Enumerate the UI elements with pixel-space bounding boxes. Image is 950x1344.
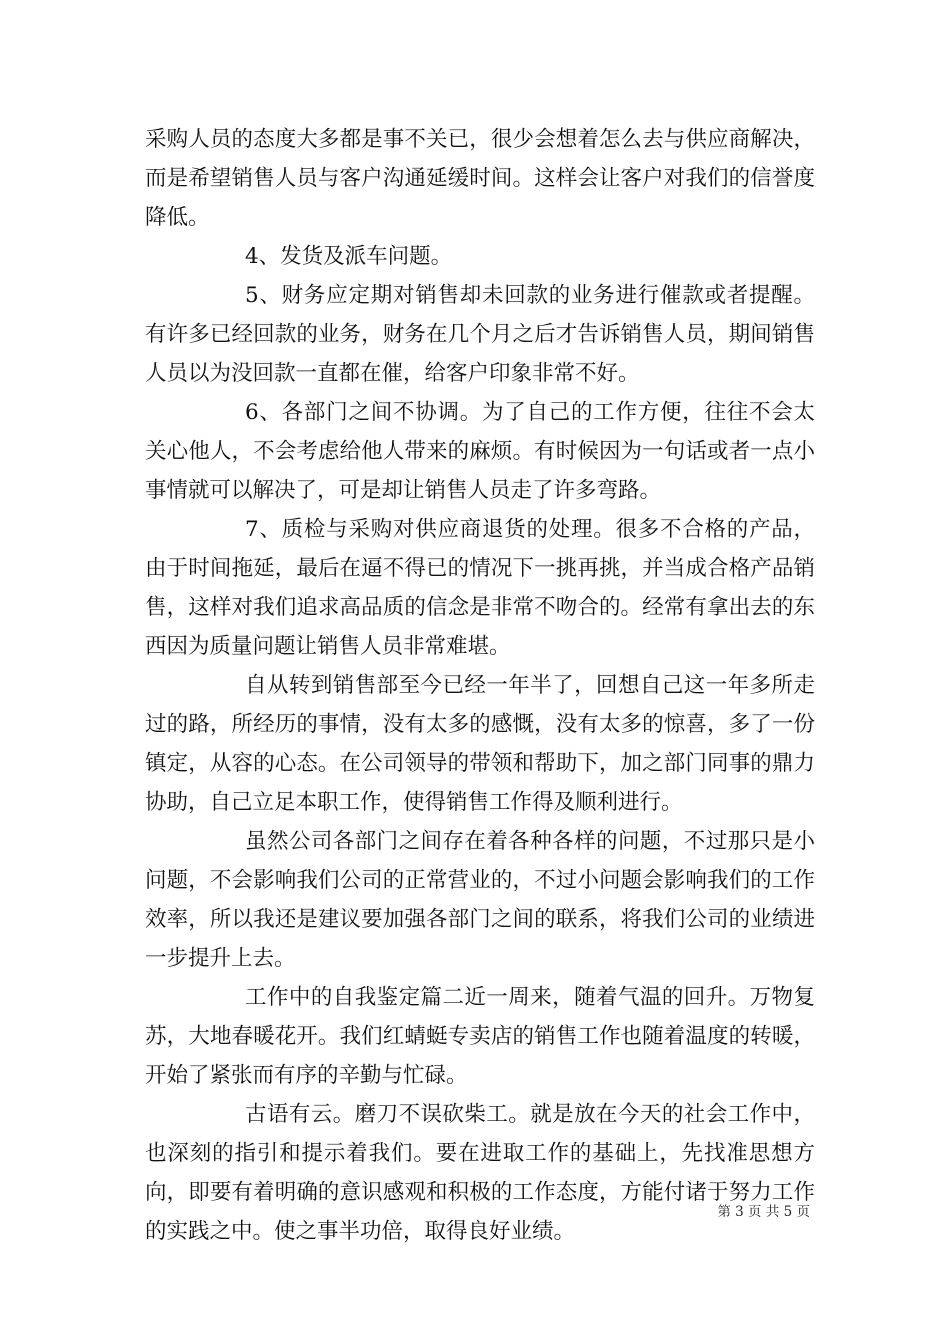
paragraph-section-two: 工作中的自我鉴定篇二近一周来，随着气温的回升。万物复苏，大地春暖花开。我们红蜻蜓专卖店的销售工作也随着温度的转暖，开始了紧张而有序的辛勤与忙碌。 [145,985,815,1088]
paragraph-suggestion: 虽然公司各部门之间存在着各种各样的问题，不过那只是小问题，不会影响我们公司的正常营业的，不过小问题会影响我们的工作效率，所以我还是建议要加强各部门之间的联系，将我们公司的业绩进一步提升上去。 [145,829,815,971]
paragraph-item-6: 6、各部门之间不协调。为了自己的工作方便，往往不会太关心他人，不会考虑给他人带来的麻烦。有时候因为一句话或者一点小事情就可以解决了，可是却让销售人员走了许多弯路。 [145,400,815,503]
document-body [145,120,815,1251]
paragraph-proverb: 古语有云。磨刀不误砍柴工。就是放在今天的社会工作中，也深刻的指引和提示着我们。要在进取工作的基础上，先找准思想方向，即要有着明确的意识感观和积极的工作态度，方能付诸于努力工作的实践之中。使之事半功倍，取得良好业绩。 [145,1102,815,1244]
paragraph-sales-review: 自从转到销售部至今已经一年半了，回想自己这一年多所走过的路，所经历的事情，没有太多的感慨，没有太多的惊喜，多了一份镇定，从容的心态。在公司领导的带领和帮助下，加之部门同事的鼎力协助，自己立足本职工作，使得销售工作得及顺利进行。 [145,673,815,815]
paragraph-item-7: 7、质检与采购对供应商退货的处理。很多不合格的产品，由于时间拖延，最后在逼不得已的情况下一挑再挑，并当成合格产品销售，这样对我们追求高品质的信念是非常不吻合的。经常有拿出去的东西因为质量问题让销售人员非常难堪。 [145,517,815,659]
paragraph-continuation: 采购人员的态度大多都是事不关已，很少会想着怎么去与供应商解决，而是希望销售人员与客户沟通延缓时间。这样会让客户对我们的信誉度降低。 [145,127,815,230]
page-number: 第 3 页 共 5 页 [717,1204,810,1220]
paragraph-item-5: 5、财务应定期对销售却未回款的业务进行催款或者提醒。有许多已经回款的业务，财务在几个月之后才告诉销售人员，期间销售人员以为没回款一直都在催，给客户印象非常不好。 [145,283,815,386]
paragraph-item-4: 4、发货及派车问题。 [245,244,453,269]
